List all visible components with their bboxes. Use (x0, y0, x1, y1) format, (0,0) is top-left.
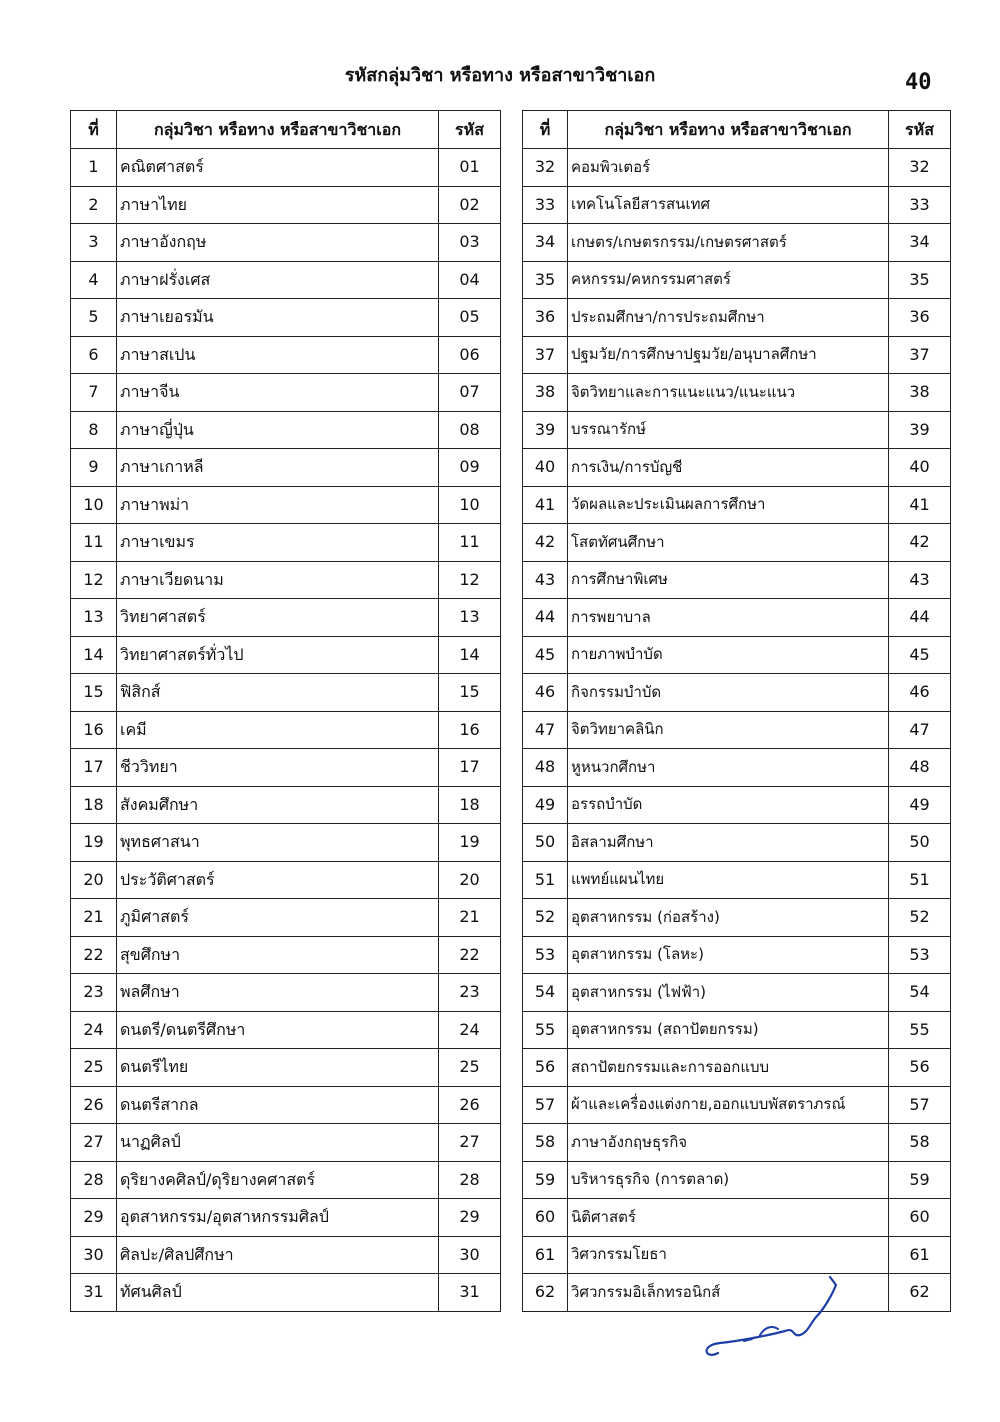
row-number: 26 (71, 1086, 117, 1124)
subject-code: 53 (889, 936, 951, 974)
subject-name: ภาษาจีน (117, 374, 439, 412)
row-number: 45 (523, 636, 568, 674)
table-row (523, 674, 951, 712)
subject-name: ภาษาพม่า (117, 486, 439, 524)
subject-code: 11 (439, 524, 501, 562)
table-row (523, 824, 951, 862)
row-number: 23 (71, 974, 117, 1012)
subject-code: 01 (439, 149, 501, 187)
row-number: 47 (523, 711, 568, 749)
row-number: 48 (523, 749, 568, 787)
subject-name: จิตวิทยาคลินิก (568, 711, 889, 749)
table-row (523, 149, 951, 187)
subject-code: 21 (439, 899, 501, 937)
subject-name: ฟิสิกส์ (117, 674, 439, 712)
row-number: 3 (71, 224, 117, 262)
subject-code: 03 (439, 224, 501, 262)
subject-name: ชีววิทยา (117, 749, 439, 787)
table-row (523, 561, 951, 599)
subject-code: 38 (889, 374, 951, 412)
subject-code: 43 (889, 561, 951, 599)
subject-name: อุตสาหกรรม (โลหะ) (568, 936, 889, 974)
subject-name: กายภาพบำบัด (568, 636, 889, 674)
row-number: 57 (523, 1086, 568, 1124)
subject-name: นิติศาสตร์ (568, 1199, 889, 1237)
row-number: 20 (71, 861, 117, 899)
row-number: 11 (71, 524, 117, 562)
subject-name: บริหารธุรกิจ (การตลาด) (568, 1161, 889, 1199)
row-number: 9 (71, 449, 117, 487)
row-number: 17 (71, 749, 117, 787)
row-number: 46 (523, 674, 568, 712)
subject-name: เคมี (117, 711, 439, 749)
subject-code: 41 (889, 486, 951, 524)
row-number: 39 (523, 411, 568, 449)
subject-code: 22 (439, 936, 501, 974)
header-code: รหัส (439, 111, 501, 149)
subject-name: ดนตรี/ดนตรีศึกษา (117, 1011, 439, 1049)
row-number: 62 (523, 1274, 568, 1312)
subject-code: 13 (439, 599, 501, 637)
subject-code: 32 (889, 149, 951, 187)
subject-name: หูหนวกศึกษา (568, 749, 889, 787)
subject-name: จิตวิทยาและการแนะแนว/แนะแนว (568, 374, 889, 412)
row-number: 31 (71, 1274, 117, 1312)
row-number: 60 (523, 1199, 568, 1237)
subject-code: 49 (889, 786, 951, 824)
table-row (523, 486, 951, 524)
subject-name: อุตสาหกรรม (สถาปัตยกรรม) (568, 1011, 889, 1049)
subject-name: เกษตร/เกษตรกรรม/เกษตรศาสตร์ (568, 224, 889, 262)
table-row (523, 636, 951, 674)
table-row (523, 786, 951, 824)
subject-name: คอมพิวเตอร์ (568, 149, 889, 187)
subject-code: 17 (439, 749, 501, 787)
subject-name: โสตทัศนศึกษา (568, 524, 889, 562)
subject-name: สังคมศึกษา (117, 786, 439, 824)
table-row (71, 561, 501, 599)
subject-code: 47 (889, 711, 951, 749)
subject-code: 42 (889, 524, 951, 562)
subject-code: 58 (889, 1124, 951, 1162)
table-row (523, 974, 951, 1012)
row-number: 61 (523, 1236, 568, 1274)
table-row (523, 711, 951, 749)
row-number: 6 (71, 336, 117, 374)
subject-code: 40 (889, 449, 951, 487)
subject-code: 24 (439, 1011, 501, 1049)
row-number: 22 (71, 936, 117, 974)
subject-code: 46 (889, 674, 951, 712)
row-number: 5 (71, 299, 117, 337)
subject-name: ภาษาเวียดนาม (117, 561, 439, 599)
subject-name: ดุริยางคศิลป์/ดุริยางคศาสตร์ (117, 1161, 439, 1199)
row-number: 30 (71, 1236, 117, 1274)
table-row (523, 186, 951, 224)
row-number: 35 (523, 261, 568, 299)
subject-name: ภาษาเกาหลี (117, 449, 439, 487)
row-number: 13 (71, 599, 117, 637)
handwritten-signature (700, 1265, 850, 1365)
subject-code: 37 (889, 336, 951, 374)
table-row (71, 599, 501, 637)
table-row (71, 1124, 501, 1162)
table-row (71, 1236, 501, 1274)
subject-name: วิศวกรรมอิเล็กทรอนิกส์ (568, 1274, 889, 1312)
subject-name: ภาษาฝรั่งเศส (117, 261, 439, 299)
subject-code: 28 (439, 1161, 501, 1199)
subject-code: 61 (889, 1236, 951, 1274)
subject-code: 45 (889, 636, 951, 674)
row-number: 51 (523, 861, 568, 899)
table-row (71, 936, 501, 974)
header-no: ที่ (71, 111, 117, 149)
table-row (71, 186, 501, 224)
subject-name: กิจกรรมบำบัด (568, 674, 889, 712)
row-number: 54 (523, 974, 568, 1012)
table-row (71, 674, 501, 712)
table-row (71, 299, 501, 337)
subject-code: 02 (439, 186, 501, 224)
row-number: 27 (71, 1124, 117, 1162)
row-number: 15 (71, 674, 117, 712)
table-header-row (523, 111, 951, 149)
table-row (71, 824, 501, 862)
page-title: รหัสกลุ่มวิชา หรือทาง หรือสาขาวิชาเอก (344, 65, 656, 86)
row-number: 44 (523, 599, 568, 637)
subject-name: ศิลปะ/ศิลปศึกษา (117, 1236, 439, 1274)
subject-code-table-right (522, 110, 951, 1312)
table-row (523, 1199, 951, 1237)
subject-name: พุทธศาสนา (117, 824, 439, 862)
row-number: 43 (523, 561, 568, 599)
subject-name: สถาปัตยกรรมและการออกแบบ (568, 1049, 889, 1087)
table-row (523, 749, 951, 787)
row-number: 52 (523, 899, 568, 937)
row-number: 24 (71, 1011, 117, 1049)
subject-name: นาฏศิลป์ (117, 1124, 439, 1162)
subject-code: 07 (439, 374, 501, 412)
table-header-row (71, 111, 501, 149)
subject-name: การเงิน/การบัญชี (568, 449, 889, 487)
header-no: ที่ (523, 111, 568, 149)
row-number: 12 (71, 561, 117, 599)
table-row (523, 1086, 951, 1124)
subject-code: 08 (439, 411, 501, 449)
row-number: 33 (523, 186, 568, 224)
subject-code: 10 (439, 486, 501, 524)
subject-code: 36 (889, 299, 951, 337)
row-number: 21 (71, 899, 117, 937)
subject-name: ภาษาอังกฤษธุรกิจ (568, 1124, 889, 1162)
row-number: 58 (523, 1124, 568, 1162)
row-number: 34 (523, 224, 568, 262)
subject-name: อรรถบำบัด (568, 786, 889, 824)
row-number: 16 (71, 711, 117, 749)
table-row (71, 449, 501, 487)
subject-name: วัดผลและประเมินผลการศึกษา (568, 486, 889, 524)
subject-code: 54 (889, 974, 951, 1012)
table-row (71, 974, 501, 1012)
subject-name: แพทย์แผนไทย (568, 861, 889, 899)
subject-name: สุขศึกษา (117, 936, 439, 974)
subject-code: 62 (889, 1274, 951, 1312)
subject-code-table-left (70, 110, 501, 1312)
subject-code: 27 (439, 1124, 501, 1162)
subject-code: 25 (439, 1049, 501, 1087)
row-number: 49 (523, 786, 568, 824)
table-row (71, 1161, 501, 1199)
subject-name: ภาษาสเปน (117, 336, 439, 374)
subject-code: 20 (439, 861, 501, 899)
subject-code: 23 (439, 974, 501, 1012)
row-number: 10 (71, 486, 117, 524)
page-number: 40 (905, 70, 932, 95)
subject-code: 35 (889, 261, 951, 299)
subject-name: การพยาบาล (568, 599, 889, 637)
table-row (71, 261, 501, 299)
table-row (71, 336, 501, 374)
row-number: 19 (71, 824, 117, 862)
row-number: 55 (523, 1011, 568, 1049)
subject-name: วิทยาศาสตร์ (117, 599, 439, 637)
row-number: 28 (71, 1161, 117, 1199)
subject-code: 19 (439, 824, 501, 862)
subject-name: ภาษาไทย (117, 186, 439, 224)
subject-code: 34 (889, 224, 951, 262)
subject-code: 55 (889, 1011, 951, 1049)
subject-code: 52 (889, 899, 951, 937)
row-number: 32 (523, 149, 568, 187)
table-row (523, 336, 951, 374)
table-row (523, 224, 951, 262)
table-row (523, 899, 951, 937)
subject-name: ภูมิศาสตร์ (117, 899, 439, 937)
table-row (71, 1086, 501, 1124)
row-number: 59 (523, 1161, 568, 1199)
table-row (71, 524, 501, 562)
row-number: 25 (71, 1049, 117, 1087)
subject-code: 06 (439, 336, 501, 374)
table-row (71, 149, 501, 187)
subject-name: ประถมศึกษา/การประถมศึกษา (568, 299, 889, 337)
table-row (523, 1124, 951, 1162)
subject-code: 48 (889, 749, 951, 787)
subject-name: ทัศนศิลป์ (117, 1274, 439, 1312)
table-row (523, 599, 951, 637)
table-row (71, 1011, 501, 1049)
subject-code: 44 (889, 599, 951, 637)
subject-name: เทคโนโลยีสารสนเทศ (568, 186, 889, 224)
table-row (523, 936, 951, 974)
row-number: 41 (523, 486, 568, 524)
subject-name: บรรณารักษ์ (568, 411, 889, 449)
subject-name: อิสลามศึกษา (568, 824, 889, 862)
subject-name: คหกรรม/คหกรรมศาสตร์ (568, 261, 889, 299)
subject-code: 12 (439, 561, 501, 599)
subject-name: ดนตรีไทย (117, 1049, 439, 1087)
subject-name: ภาษาเขมร (117, 524, 439, 562)
row-number: 2 (71, 186, 117, 224)
table-row (71, 899, 501, 937)
row-number: 14 (71, 636, 117, 674)
subject-name: ปฐมวัย/การศึกษาปฐมวัย/อนุบาลศึกษา (568, 336, 889, 374)
subject-name: วิทยาศาสตร์ทั่วไป (117, 636, 439, 674)
table-row (71, 711, 501, 749)
table-row (71, 411, 501, 449)
subject-code: 18 (439, 786, 501, 824)
table-row (71, 224, 501, 262)
subject-name: คณิตศาสตร์ (117, 149, 439, 187)
table-row (71, 1274, 501, 1312)
subject-code: 29 (439, 1199, 501, 1237)
table-row (71, 1049, 501, 1087)
row-number: 18 (71, 786, 117, 824)
subject-code: 26 (439, 1086, 501, 1124)
subject-name: วิศวกรรมโยธา (568, 1236, 889, 1274)
subject-name: ภาษาอังกฤษ (117, 224, 439, 262)
subject-name: พลศึกษา (117, 974, 439, 1012)
header-subject: กลุ่มวิชา หรือทาง หรือสาขาวิชาเอก (117, 111, 439, 149)
subject-code: 16 (439, 711, 501, 749)
row-number: 4 (71, 261, 117, 299)
row-number: 7 (71, 374, 117, 412)
subject-code: 05 (439, 299, 501, 337)
table-row (71, 786, 501, 824)
row-number: 40 (523, 449, 568, 487)
table-row (523, 411, 951, 449)
row-number: 38 (523, 374, 568, 412)
subject-name: ดนตรีสากล (117, 1086, 439, 1124)
subject-code: 33 (889, 186, 951, 224)
subject-code: 30 (439, 1236, 501, 1274)
subject-code: 31 (439, 1274, 501, 1312)
subject-name: ภาษาเยอรมัน (117, 299, 439, 337)
table-row (523, 1011, 951, 1049)
subject-code: 14 (439, 636, 501, 674)
subject-name: อุตสาหกรรม (ไฟฟ้า) (568, 974, 889, 1012)
subject-name: ภาษาญี่ปุ่น (117, 411, 439, 449)
subject-name: ผ้าและเครื่องแต่งกาย,ออกแบบพัสตราภรณ์ (568, 1086, 889, 1124)
row-number: 42 (523, 524, 568, 562)
subject-code: 59 (889, 1161, 951, 1199)
subject-code: 04 (439, 261, 501, 299)
row-number: 53 (523, 936, 568, 974)
table-row (523, 374, 951, 412)
row-number: 50 (523, 824, 568, 862)
subject-code: 51 (889, 861, 951, 899)
table-row (71, 374, 501, 412)
subject-code: 09 (439, 449, 501, 487)
subject-name: อุตสาหกรรม (ก่อสร้าง) (568, 899, 889, 937)
table-row (523, 261, 951, 299)
table-row (71, 861, 501, 899)
table-row (523, 299, 951, 337)
table-row (523, 524, 951, 562)
table-row (71, 1199, 501, 1237)
header-subject: กลุ่มวิชา หรือทาง หรือสาขาวิชาเอก (568, 111, 889, 149)
table-row (523, 449, 951, 487)
table-row (523, 861, 951, 899)
subject-code: 50 (889, 824, 951, 862)
row-number: 29 (71, 1199, 117, 1237)
subject-code: 15 (439, 674, 501, 712)
table-row (523, 1161, 951, 1199)
table-row (523, 1049, 951, 1087)
subject-name: อุตสาหกรรม/อุตสาหกรรมศิลป์ (117, 1199, 439, 1237)
row-number: 36 (523, 299, 568, 337)
subject-code: 56 (889, 1049, 951, 1087)
header-code: รหัส (889, 111, 951, 149)
row-number: 56 (523, 1049, 568, 1087)
table-row (71, 486, 501, 524)
row-number: 37 (523, 336, 568, 374)
table-row (71, 749, 501, 787)
subject-code: 57 (889, 1086, 951, 1124)
subject-name: การศึกษาพิเศษ (568, 561, 889, 599)
subject-code: 60 (889, 1199, 951, 1237)
row-number: 1 (71, 149, 117, 187)
subject-code: 39 (889, 411, 951, 449)
subject-name: ประวัติศาสตร์ (117, 861, 439, 899)
row-number: 8 (71, 411, 117, 449)
table-row (71, 636, 501, 674)
